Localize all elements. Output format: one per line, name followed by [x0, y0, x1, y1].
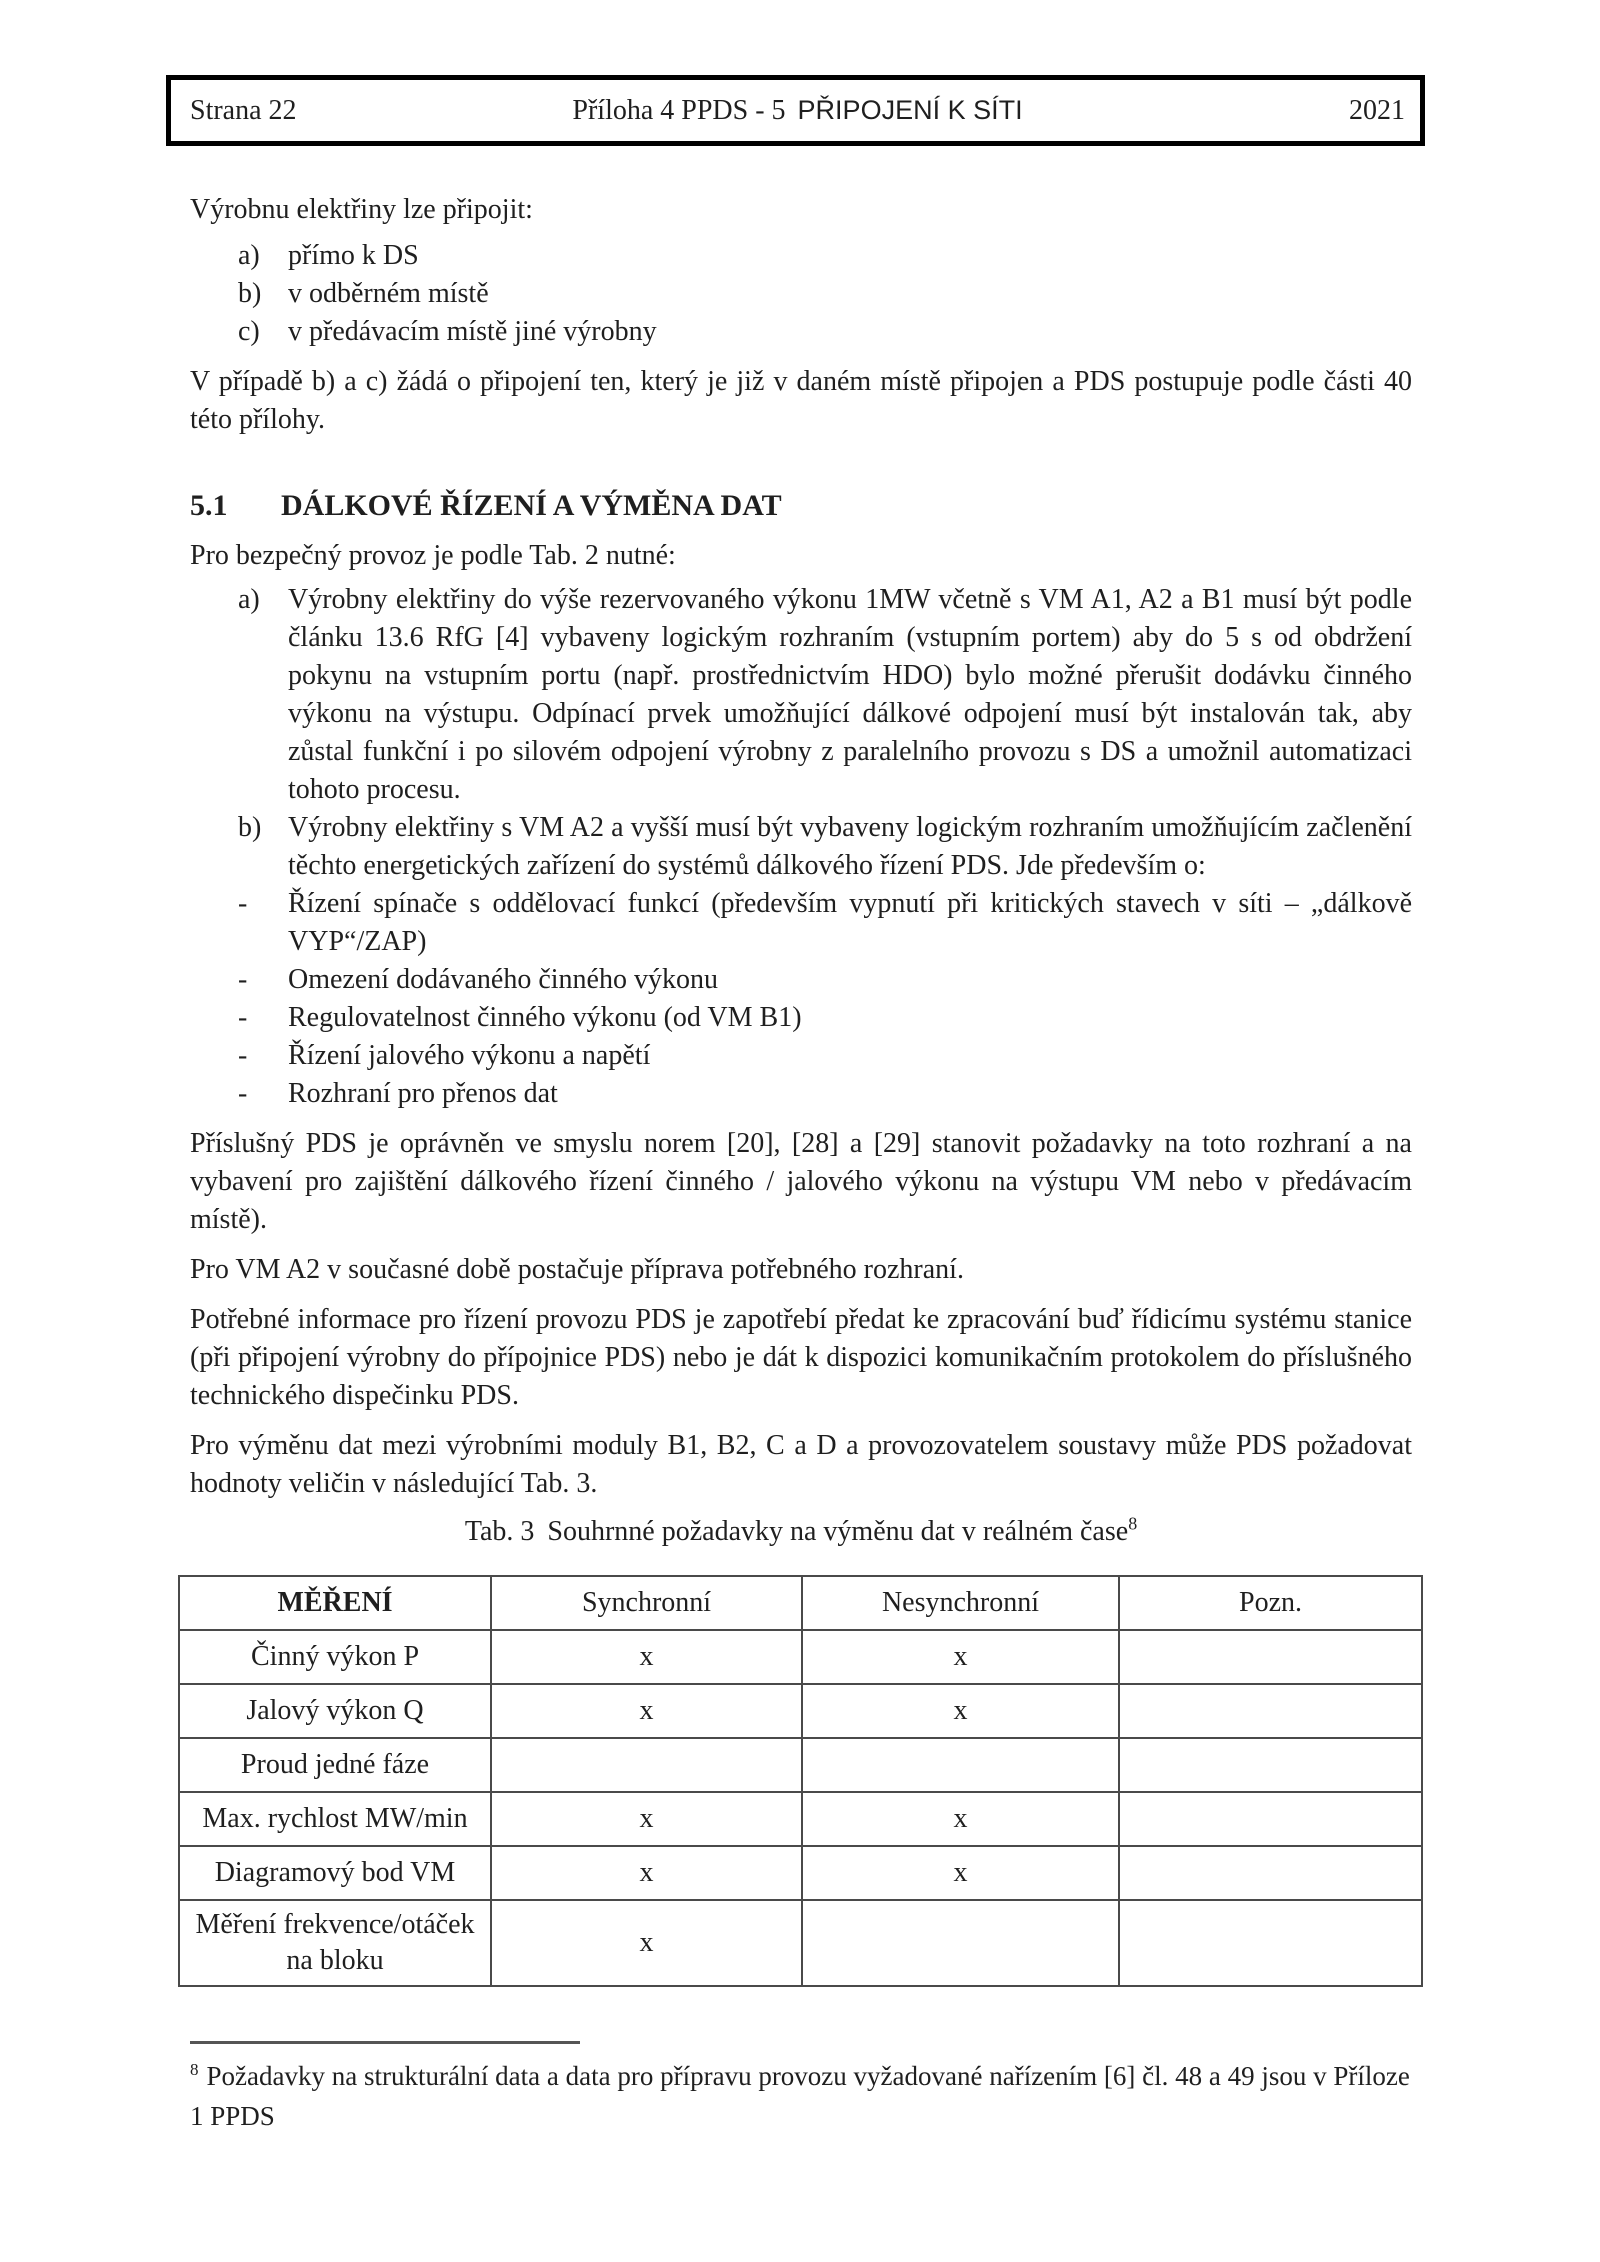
list-item-marker: -: [238, 1078, 248, 1109]
cell-synchronni: x: [491, 1792, 802, 1846]
page-header: [166, 75, 1425, 146]
table-row: [179, 1630, 1422, 1684]
cell-synchronni: x: [491, 1846, 802, 1900]
list-item-text: Řízení jalového výkonu a napětí: [288, 1040, 651, 1071]
table-row: [179, 1900, 1422, 1986]
list-item-text: v předávacím místě jiné výrobny: [288, 316, 657, 347]
list-item-marker: -: [238, 888, 248, 919]
cell-pozn: [1119, 1738, 1422, 1792]
connection-options-list: [190, 237, 1412, 351]
list-item-marker: b): [238, 278, 262, 309]
table-caption-footnote-ref: 8: [1128, 1513, 1138, 1534]
data-exchange-table: [178, 1575, 1423, 1987]
document-content: [190, 191, 1412, 2136]
list-item-marker: -: [238, 1002, 248, 1033]
body-paragraph: Potřebné informace pro řízení provozu PDS je zapotřebí předat ke zpracování buď řídicímu systému stanice (při připojení výrobny do přípojnice PDS) nebo je dát k dispozici komunikačním protokolem do příslušného technického dispečinku PDS.: [190, 1304, 1412, 1411]
cell-nesynchronni: [802, 1900, 1119, 1986]
table-caption-text: Souhrnné požadavky na výměnu dat v reálném čase: [547, 1516, 1129, 1547]
section-lead: Pro bezpečný provoz je podle Tab. 2 nutné:: [190, 540, 676, 571]
table-header-row: [179, 1576, 1422, 1630]
cell-synchronni: [491, 1738, 802, 1792]
cell-synchronni: x: [491, 1630, 802, 1684]
table-row: [179, 1738, 1422, 1792]
header-year: 2021: [1349, 94, 1405, 126]
row-label: Jalový výkon Q: [179, 1684, 491, 1738]
cell-pozn: [1119, 1684, 1422, 1738]
intro-lead: Výrobnu elektřiny lze připojit:: [190, 194, 533, 225]
list-item: [190, 313, 1412, 351]
footnote-marker: 8: [190, 2060, 199, 2079]
list-item-marker: c): [238, 316, 260, 347]
table-caption-label: Tab. 3: [464, 1516, 535, 1547]
list-item-text: Omezení dodávaného činného výkonu: [288, 964, 718, 995]
cell-synchronni: x: [491, 1684, 802, 1738]
row-label: Měření frekvence/otáček na bloku: [179, 1900, 491, 1986]
list-item-text: Rozhraní pro přenos dat: [288, 1078, 558, 1109]
list-item-text: v odběrném místě: [288, 278, 489, 309]
header-title-sans: PŘIPOJENÍ K SÍTI: [797, 95, 1023, 125]
footnote-text: Požadavky na strukturální data a data pro přípravu provozu vyžadované nařízením [6] čl. 48 a 49 jsou v Příloze 1 PPDS: [190, 2061, 1410, 2131]
list-item: [190, 1075, 1412, 1113]
list-item: [190, 999, 1412, 1037]
cell-pozn: [1119, 1792, 1422, 1846]
requirements-list: [190, 581, 1412, 1113]
list-item-text: Regulovatelnost činného výkonu (od VM B1): [288, 1002, 802, 1033]
list-item: [190, 237, 1412, 275]
list-item-marker: a): [238, 240, 260, 271]
table-row: [179, 1846, 1422, 1900]
section-title: DÁLKOVÉ ŘÍZENÍ A VÝMĚNA DAT: [281, 489, 782, 522]
intro-after-paragraph: V případě b) a c) žádá o připojení ten, který je již v daném místě připojen a PDS postupuje podle části 40 této přílohy.: [190, 366, 1412, 435]
cell-nesynchronni: [802, 1738, 1119, 1792]
row-label: Proud jedné fáze: [179, 1738, 491, 1792]
table-caption: [190, 1513, 1412, 1551]
list-item-text: Výrobny elektřiny s VM A2 a vyšší musí být vybaveny logickým rozhraním umožňujícím začlenění těchto energetických zařízení do systémů dálkového řízení PDS. Jde především o:: [288, 812, 1412, 881]
cell-synchronni: x: [491, 1900, 802, 1986]
list-item: [190, 809, 1412, 885]
body-paragraph: Pro VM A2 v současné době postačuje příprava potřebného rozhraní.: [190, 1254, 964, 1285]
cell-nesynchronni: x: [802, 1792, 1119, 1846]
column-header: Synchronní: [491, 1576, 802, 1630]
list-item-text: Výrobny elektřiny do výše rezervovaného výkonu 1MW včetně s VM A1, A2 a B1 musí být podle článku 13.6 RfG [4] vybaveny logickým rozhraním (vstupním portem) aby do 5 s od obdržení pokynu na vstupním portu (např. prostřednictvím HDO) bylo možné přerušit dodávku činného výkonu na výstupu. Odpínací prvek umožňující dálkové odpojení musí být instalován tak, aby zůstal funkční i po silovém odpojení výrobny z paralelního provozu s DS a umožnil automatizaci tohoto procesu.: [288, 584, 1412, 805]
section-heading: [190, 485, 1412, 527]
list-item-marker: a): [238, 584, 260, 615]
cell-pozn: [1119, 1630, 1422, 1684]
list-item: [190, 275, 1412, 313]
table-row: [179, 1792, 1422, 1846]
cell-pozn: [1119, 1900, 1422, 1986]
header-title: [380, 91, 1215, 130]
cell-nesynchronni: x: [802, 1684, 1119, 1738]
footnote: [190, 2056, 1412, 2136]
list-item: [190, 1037, 1412, 1075]
list-item-marker: -: [238, 1040, 248, 1071]
cell-nesynchronni: x: [802, 1630, 1119, 1684]
cell-nesynchronni: x: [802, 1846, 1119, 1900]
column-header: Nesynchronní: [802, 1576, 1119, 1630]
body-paragraph: Pro výměnu dat mezi výrobními moduly B1, B2, C a D a provozovatelem soustavy může PDS požadovat hodnoty veličin v následující Tab. 3.: [190, 1430, 1412, 1499]
list-item-text: přímo k DS: [288, 240, 419, 271]
cell-pozn: [1119, 1846, 1422, 1900]
table-row: [179, 1684, 1422, 1738]
list-item-marker: b): [238, 812, 262, 843]
list-item: [190, 885, 1412, 961]
row-label: Činný výkon P: [179, 1630, 491, 1684]
list-item: [190, 961, 1412, 999]
column-header: MĚŘENÍ: [179, 1576, 491, 1630]
footnote-separator: [190, 2041, 580, 2044]
header-title-serif: Příloha 4 PPDS - 5: [572, 95, 786, 126]
column-header: Pozn.: [1119, 1576, 1422, 1630]
list-item: [190, 581, 1412, 809]
page-number: Strana 22: [190, 94, 297, 126]
row-label: Diagramový bod VM: [179, 1846, 491, 1900]
row-label: Max. rychlost MW/min: [179, 1792, 491, 1846]
body-paragraph: Příslušný PDS je oprávněn ve smyslu norem [20], [28] a [29] stanovit požadavky na toto rozhraní a na vybavení pro zajištění dálkového řízení činného / jalového výkonu na výstupu VM nebo v předávacím místě).: [190, 1128, 1412, 1235]
section-number: 5.1: [190, 489, 228, 522]
list-item-marker: -: [238, 964, 248, 995]
list-item-text: Řízení spínače s oddělovací funkcí (především vypnutí při kritických stavech v síti – „dálkově VYP“/ZAP): [288, 888, 1412, 957]
